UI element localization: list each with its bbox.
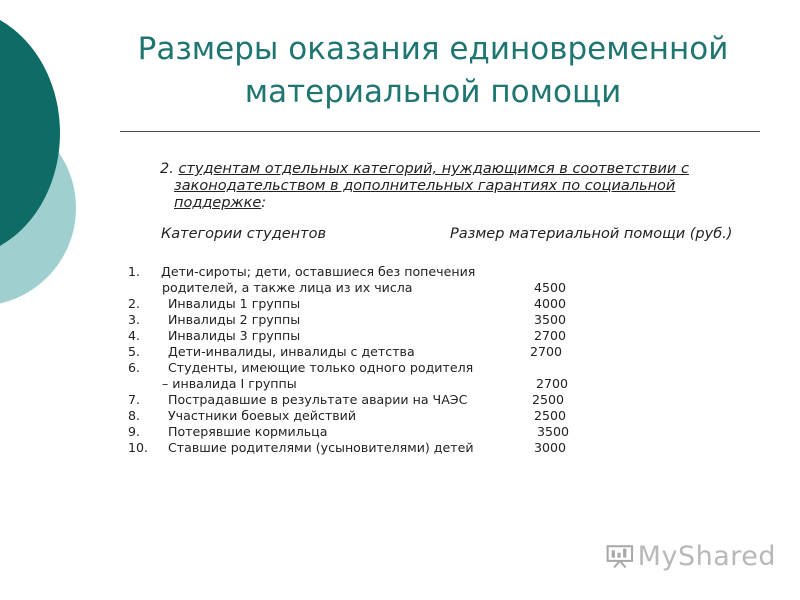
- item-amount: 4500: [534, 280, 567, 295]
- title-line-2: материальной помощи: [244, 74, 622, 110]
- subtitle: [160, 161, 730, 212]
- list-item: [128, 392, 598, 408]
- item-number: 3.: [128, 312, 141, 327]
- item-number: 10.: [128, 440, 149, 455]
- watermark-logo: [606, 538, 776, 574]
- presentation-board-icon: [606, 541, 634, 571]
- list-item: [128, 408, 598, 424]
- list-item: [128, 328, 598, 344]
- title-line-1: Размеры оказания единовременной: [137, 31, 729, 67]
- subtitle-text-2: законодательством в дополнительных гарантиях по социальной: [174, 178, 676, 194]
- item-text: Ставшие родителями (усыновителями) детей: [168, 440, 474, 455]
- subtitle-text-1: студентам отдельных категорий, нуждающимся в соответствии с: [178, 161, 689, 177]
- item-amount: 3500: [534, 312, 567, 327]
- item-number: 6.: [128, 360, 141, 375]
- list-item-continuation: [128, 376, 598, 392]
- item-number: 8.: [128, 408, 141, 423]
- list-item: [128, 424, 598, 440]
- list-item-continuation: [128, 280, 598, 296]
- item-text: Дети-инвалиды, инвалиды с детства: [168, 344, 415, 359]
- item-text: Потерявшие кормильца: [168, 424, 328, 439]
- item-text: Инвалиды 1 группы: [168, 296, 301, 311]
- item-number: 1.: [128, 264, 141, 279]
- title-divider: [120, 131, 760, 132]
- list-item: [128, 344, 598, 360]
- item-amount: 2500: [534, 408, 567, 423]
- list-item: [128, 264, 598, 280]
- list-item: [128, 312, 598, 328]
- list-item: [128, 296, 598, 312]
- watermark-text: MyShared: [637, 540, 776, 572]
- item-text: Инвалиды 3 группы: [168, 328, 301, 343]
- subtitle-prefix: 2.: [160, 161, 179, 177]
- item-text: Дети-сироты; дети, оставшиеся без попечения: [161, 264, 476, 279]
- item-number: 2.: [128, 296, 141, 311]
- item-number: 5.: [128, 344, 141, 359]
- slide-title: [118, 28, 748, 114]
- subtitle-text-3: поддержке: [174, 195, 262, 211]
- item-text: Студенты, имеющие только одного родителя: [168, 360, 474, 375]
- item-text: Инвалиды 2 группы: [168, 312, 301, 327]
- item-amount: 2700: [534, 328, 567, 343]
- item-amount: 2700: [530, 344, 563, 359]
- list-item: [128, 440, 598, 456]
- item-amount: 2500: [532, 392, 565, 407]
- item-amount: 2700: [536, 376, 569, 391]
- item-amount: 3500: [537, 424, 570, 439]
- item-text: Пострадавшие в результате аварии на ЧАЭС: [168, 392, 468, 407]
- item-number: 9.: [128, 424, 141, 439]
- item-number: 4.: [128, 328, 141, 343]
- column-header-categories: Категории студентов: [161, 226, 326, 242]
- subtitle-suffix: :: [261, 195, 267, 211]
- item-text: родителей, а также лица из их числа: [162, 280, 413, 295]
- item-amount: 3000: [534, 440, 567, 455]
- item-amount: 4000: [534, 296, 567, 311]
- column-header-amount: Размер материальной помощи (руб.): [450, 226, 733, 242]
- item-text: – инвалида I группы: [162, 376, 297, 391]
- list-item: [128, 360, 598, 376]
- benefit-list: [128, 264, 598, 456]
- item-text: Участники боевых действий: [168, 408, 357, 423]
- item-number: 7.: [128, 392, 141, 407]
